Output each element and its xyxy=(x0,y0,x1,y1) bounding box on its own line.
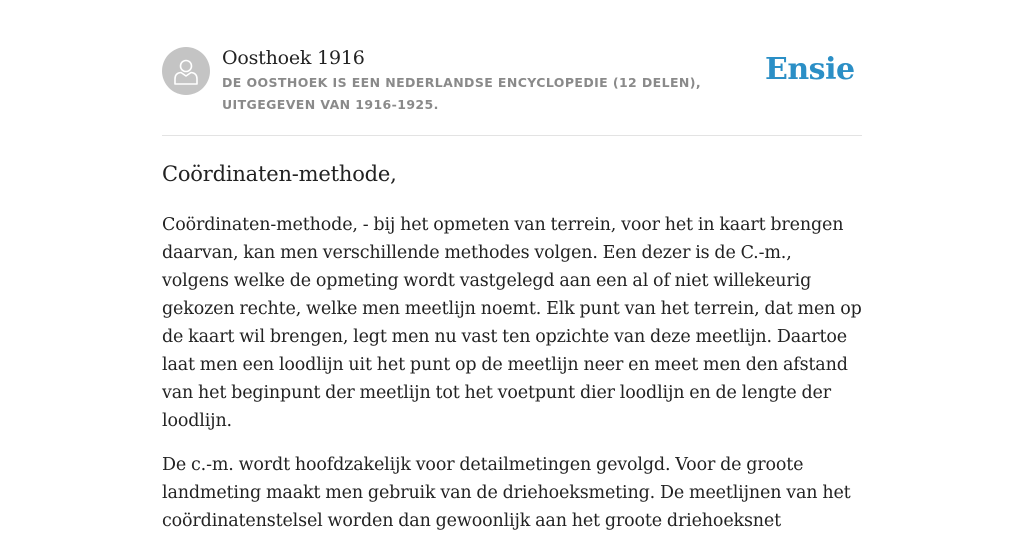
user-icon xyxy=(173,57,199,85)
article xyxy=(162,159,862,551)
article-paragraph: Coördinaten-methode, - bij het opmeten van terrein, voor het in kaart brengen daarvan, kan men verschillende methodes volgen. Een dezer is de C.-m., volgens welke de opmeting wordt vastgelegd aan een al of niet willekeurig gekozen rechte, welke men meetlijn noemt. Elk punt van het terrein, dat men op de kaart wil brengen, legt men nu vast ten opzichte van deze meetlijn. Daartoe laat men een loodlijn uit het punt op de meetlijn neer en meet men den afstand van het beginpunt der meetlijn tot het voetpunt dier loodlijn en de lengte der loodlijn. xyxy=(162,215,862,431)
source-header xyxy=(162,46,862,136)
brand-logo[interactable]: Ensie xyxy=(765,52,855,87)
source-description: DE OOSTHOEK IS EEN NEDERLANDSE ENCYCLOPEDIE (12 DELEN), UITGEGEVEN VAN 1916-1925. xyxy=(222,75,702,112)
article-title: Coördinaten-methode, xyxy=(162,162,397,186)
header-divider xyxy=(162,135,862,136)
source-title[interactable]: Oosthoek 1916 xyxy=(222,47,365,69)
avatar[interactable] xyxy=(162,47,210,95)
article-paragraph: De c.-m. wordt hoofdzakelijk voor detailmetingen gevolgd. Voor de groote landmeting maakt men gebruik van de driehoeksmeting. De meetlijnen van het coördinatenstelsel worden dan gewoonlijk aan het groote driehoeksnet xyxy=(162,455,851,531)
